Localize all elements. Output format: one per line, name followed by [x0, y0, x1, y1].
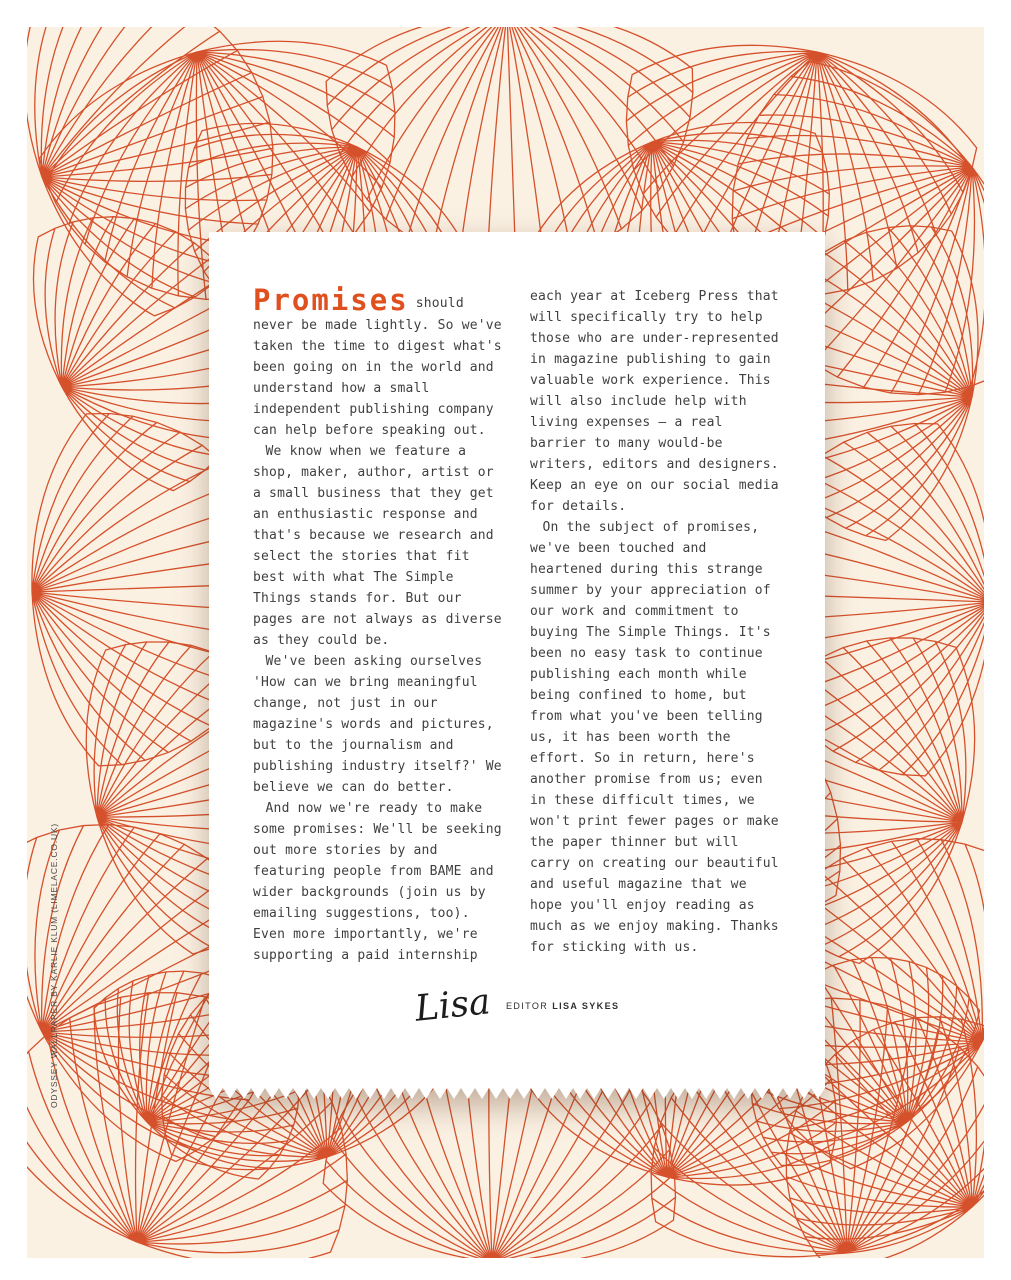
- wallpaper-credit: ODYSSEY WALLPAPER BY KARLIE KLUM (LIMELACE.CO.UK): [49, 823, 59, 1108]
- article-paragraph: [253, 283, 504, 441]
- editor-credit: [506, 1001, 619, 1011]
- zigzag-edge: [209, 1088, 825, 1100]
- article-paragraph: On the subject of promises, we've been touched and heartened during this strange summer by your appreciation of our work and commitment to buying The Simple Things. It's been no easy task to continue publishing each month while being confined to home, but from what you've been telling us, it has been worth the effort. So in return, here's another promise from us; even in these difficult times, we won't print fewer pages or make the paper thinner but will carry on creating our beautiful and useful magazine that we hope you'll enjoy reading as much as we enjoy making. Thanks for sticking with us.: [530, 520, 779, 955]
- article-paragraph: We know when we feature a shop, maker, author, artist or a small business that they get an enthusiastic response and that's because we research and select the stories that fit best with what The Simple Things stands for. But our pages are not always as diverse as they could be.: [253, 444, 502, 648]
- article-columns: [253, 283, 781, 966]
- article-column-right: [530, 286, 781, 966]
- article-paragraph-text: should never be made lightly. So we've taken the time to digest what's been going on in the world and understand how a small independent publishing company can help before speaking out.: [253, 296, 502, 438]
- article-column-left: [253, 283, 504, 966]
- editor-letter-body: [209, 232, 825, 1088]
- editor-name: LISA SYKES: [552, 1001, 620, 1011]
- signature: Lisa: [412, 981, 492, 1030]
- signature-row: [253, 981, 781, 1030]
- article-paragraph: each year at Iceberg Press that will specifically try to help those who are under-represented in magazine publishing to gain valuable work experience. This will also include help with living expenses – a real barrier to many would-be writers, editors and designers. Keep an eye on our social media for details.: [530, 289, 779, 514]
- article-paragraph: And now we're ready to make some promises: We'll be seeking out more stories by and featuring people from BAME and wider backgrounds (join us by emailing suggestions, too). Even more importantly, we're supporting a paid internship: [253, 801, 502, 963]
- article-paragraph: We've been asking ourselves 'How can we bring meaningful change, not just in our magazine's words and pictures, but to the journalism and publishing industry itself?' We believe we can do better.: [253, 654, 502, 795]
- editor-label: EDITOR: [505, 1001, 549, 1011]
- article-title: Promises: [253, 283, 409, 317]
- editor-letter-card: [209, 232, 825, 1100]
